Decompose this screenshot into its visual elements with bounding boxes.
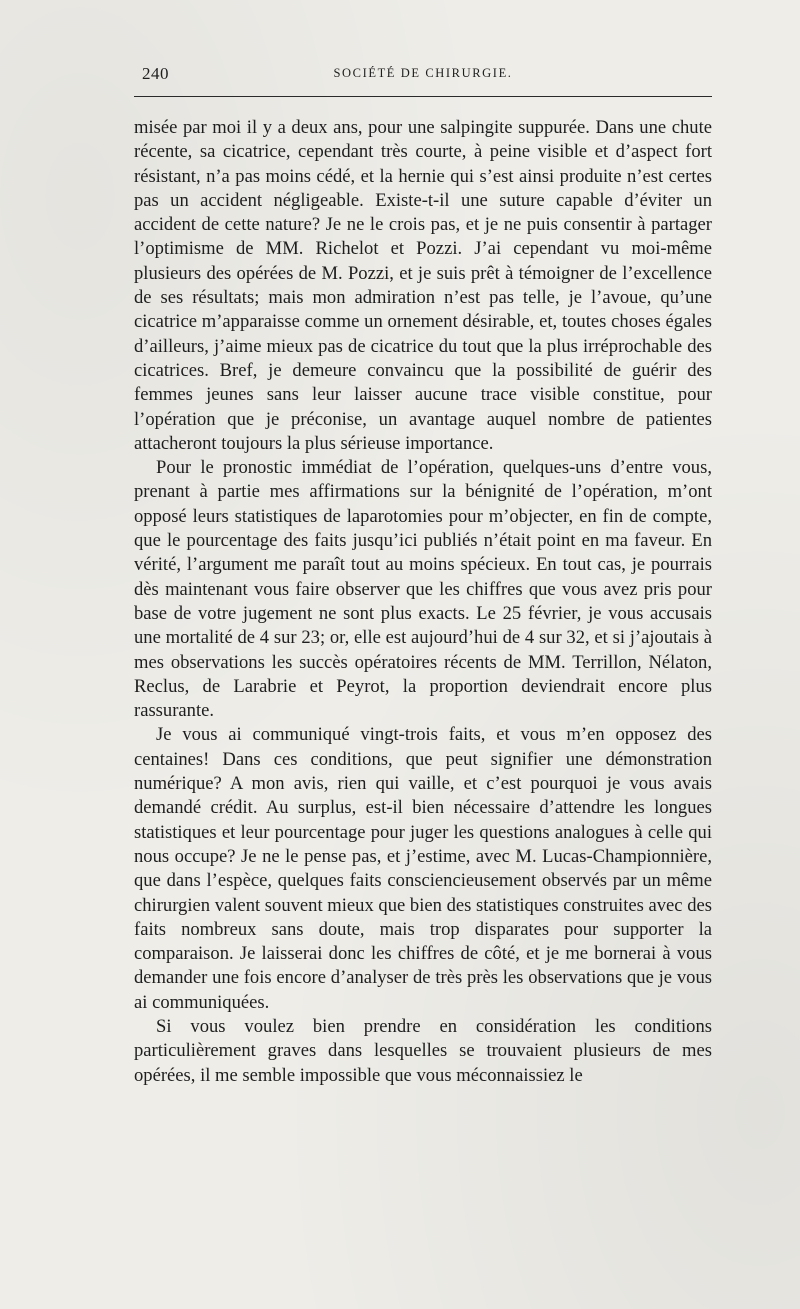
paragraph-vingt-trois-faits: Je vous ai communiqué vingt-trois faits, et vous m’en opposez des centaines! Dans ces conditions, que peut signifier une démonstration numérique? A mon avis, rien qui vaille, et c’est pourquoi je vous avais demandé crédit. Au surplus, est-il bien nécessaire d’attendre les longues statistiques et leur pourcentage pour juger les questions analogues à celle qui nous occupe? Je ne le pense pas, et j’estime, avec M. Lucas-Championnière, que dans l’espèce, quelques faits consciencieusement observés par un même chirurgien valent souvent mieux que bien des statistiques construites avec des faits nombreux sans doute, mais trop disparates pour supporter la comparaison. Je laisserai donc les chiffres de côté, et je me bornerai à vous demander une fois encore d’analyser de très près les observations que je vous ai communiquées. xyxy=(134,724,712,1013)
paragraph-continued: misée par moi il y a deux ans, pour une salpingite suppurée. Dans une chute récente, sa cicatrice, cependant très courte, à peine visible et d’aspect fort résistant, n’a pas moins cédé, et la hernie qui s’est ainsi produite n’est certes pas un accident négligeable. Existe-t-il une suture capable d’éviter un accident de cette nature? Je ne le crois pas, et je ne puis consentir à partager l’optimisme de MM. Richelot et Pozzi. J’ai cependant vu moi-même plusieurs des opérées de M. Pozzi, et je suis prêt à témoigner de l’excellence de ses résultats; mais mon admiration n’est pas telle, je l’avoue, qu’une cicatrice m’apparaisse comme un ornement désirable, et, toutes choses égales d’ailleurs, j’aime mieux pas de cicatrice du tout que la plus irréprochable des cicatrices. Bref, je demeure convaincu que la possibilité de guérir des femmes jeunes sans leur laisser aucune trace visible constitue, pour l’opération que je préconise, un avantage auquel nombre de patientes attacheront toujours la plus sérieuse importance. xyxy=(134,117,712,454)
paragraph-conditions: Si vous voulez bien prendre en considération les conditions particulièrement graves dans lesquelles se trouvaient plusieurs de mes opérées, il me semble impossible que vous méconnaissiez le xyxy=(134,1015,712,1086)
page-header xyxy=(134,64,712,94)
body-text xyxy=(134,116,712,1088)
paragraph-pronostic: Pour le pronostic immédiat de l’opération, quelques-uns d’entre vous, prenant à partie mes affirmations sur la bénignité de l’opération, m’ont opposé leurs statistiques de laparotomies pour m’objecter, en fin de compte, que le pourcentage des faits jusqu’ici publiés n’était point en ma faveur. En vérité, l’argument me paraît tout au moins spécieux. En tout cas, je pourrais dès maintenant vous faire observer que les chiffres que vous avez pris pour base de votre jugement ne sont plus exacts. Le 25 février, je vous accusais une mortalité de 4 sur 23; or, elle est aujourd’hui de 4 sur 32, et si j’ajoutais à mes observations les succès opératoires récents de MM. Terrillon, Nélaton, Reclus, de Larabrie et Peyrot, la proportion deviendrait encore plus rassurante. xyxy=(134,457,712,722)
header-rule xyxy=(134,96,712,97)
page-number: 240 xyxy=(142,64,169,83)
running-title: SOCIÉTÉ DE CHIRURGIE. xyxy=(333,66,513,80)
